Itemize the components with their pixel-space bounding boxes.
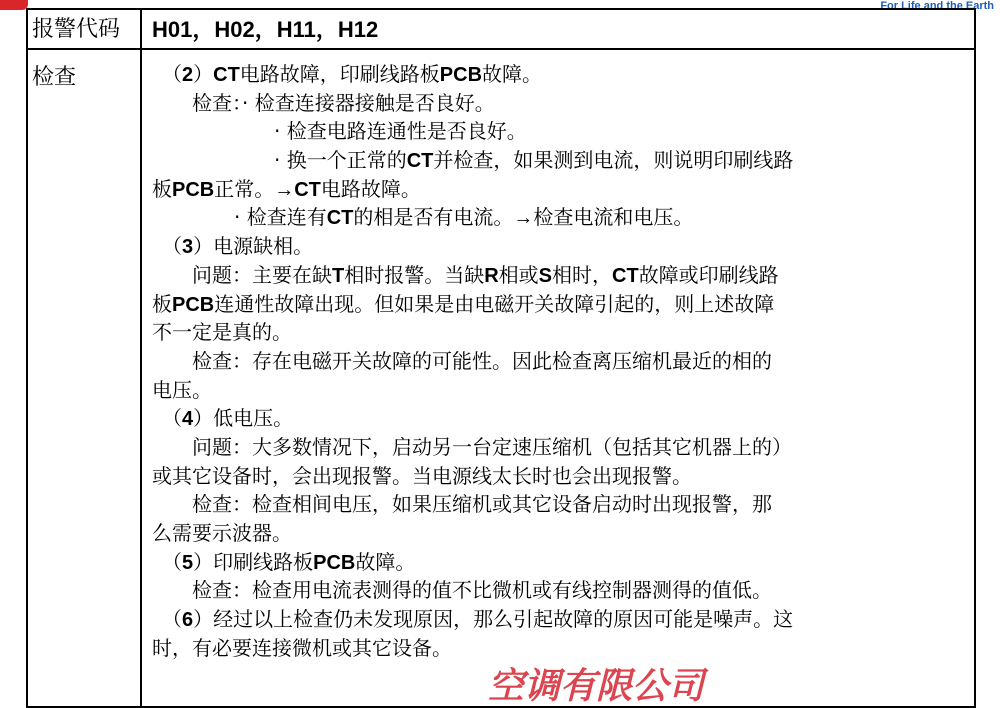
text-segment: PCB bbox=[172, 178, 215, 201]
check-label: 检查 bbox=[32, 65, 77, 90]
text-segment: 检查：检查相间电压，如果压缩机或其它设备启动时出现报警，那 bbox=[192, 492, 772, 517]
text-segment: 电压。 bbox=[152, 377, 212, 402]
text-line bbox=[152, 261, 967, 290]
text-segment: 检查：检查用电流表测得的值不比微机或有线控制器测得的值低。 bbox=[192, 578, 772, 603]
text-segment: 么需要示波器。 bbox=[152, 521, 292, 545]
text-segment: 故障。 bbox=[355, 549, 416, 574]
check-procedure-text bbox=[152, 60, 967, 662]
text-line bbox=[152, 576, 967, 605]
text-segment: 相时报警。当缺 bbox=[344, 262, 485, 287]
text-segment: （ bbox=[162, 607, 182, 632]
text-segment: 故障。 bbox=[482, 62, 543, 86]
text-line bbox=[152, 203, 967, 232]
text-segment: 板 bbox=[152, 176, 172, 201]
text-segment: →CT bbox=[274, 178, 321, 201]
text-segment: CT bbox=[612, 264, 639, 287]
text-segment: R bbox=[484, 264, 499, 287]
brand-slogan: For Life and the Earth bbox=[880, 0, 994, 12]
brand-logo bbox=[0, 0, 28, 10]
text-segment: PCB bbox=[172, 293, 215, 316]
text-line bbox=[152, 548, 967, 577]
text-segment: 连通性故障出现。但如果是由电磁开关故障引起的，则上述故障 bbox=[214, 291, 775, 316]
text-line bbox=[152, 519, 967, 548]
row-divider bbox=[28, 48, 974, 50]
text-segment: 4 bbox=[182, 408, 194, 431]
text-segment: ） bbox=[193, 62, 214, 86]
text-segment: CT bbox=[406, 150, 434, 173]
text-segment: 问题：主要在缺 bbox=[192, 262, 332, 287]
text-line bbox=[152, 89, 967, 118]
text-segment: ）低电压。 bbox=[193, 406, 294, 431]
text-line bbox=[152, 376, 967, 405]
text-line bbox=[152, 404, 967, 433]
text-segment: （ bbox=[162, 549, 182, 574]
text-segment: 时，有必要连接微机或其它设备。 bbox=[152, 635, 452, 660]
text-segment: 或其它设备时，会出现报警。当电源线太长时也会出现报警。 bbox=[152, 463, 692, 488]
text-segment: 的相是否有电流。 bbox=[353, 205, 514, 230]
text-line bbox=[152, 347, 967, 376]
text-segment: → bbox=[513, 207, 534, 230]
text-segment: CT bbox=[213, 64, 240, 86]
text-segment: 检查：· 检查连接器接触是否良好。 bbox=[192, 90, 495, 115]
column-divider bbox=[140, 10, 142, 706]
text-segment: 2 bbox=[182, 64, 194, 86]
text-line bbox=[152, 634, 967, 663]
company-watermark: 空调有限公司 bbox=[488, 665, 705, 707]
text-segment: 并检查，如果测到电流，则说明印刷线路 bbox=[433, 148, 794, 173]
text-segment: ）经过以上检查仍未发现原因，那么引起故障的原因可能是噪声。这 bbox=[193, 607, 794, 632]
text-segment: 故障或印刷线路 bbox=[638, 262, 779, 287]
text-segment: 电路故障，印刷线路板 bbox=[239, 62, 440, 86]
text-segment: ）印刷线路板 bbox=[193, 549, 314, 574]
text-line bbox=[152, 462, 967, 491]
text-line bbox=[152, 433, 967, 462]
text-segment: PCB bbox=[439, 64, 483, 86]
text-line bbox=[152, 60, 967, 89]
text-segment: 不一定是真的。 bbox=[152, 320, 292, 345]
text-line bbox=[152, 290, 967, 319]
text-segment: 相或 bbox=[498, 262, 539, 287]
text-segment: 3 bbox=[182, 236, 194, 259]
text-segment: （ bbox=[162, 234, 182, 259]
text-line bbox=[152, 146, 967, 175]
text-segment: · 换一个正常的 bbox=[274, 148, 407, 173]
text-segment: 正常。 bbox=[214, 176, 275, 201]
text-line bbox=[152, 490, 967, 519]
text-segment: PCB bbox=[313, 551, 356, 574]
text-line bbox=[152, 318, 967, 347]
text-segment: 问题：大多数情况下，启动另一台定速压缩机（包括其它机器上的） bbox=[192, 434, 792, 459]
text-segment: 检查电流和电压。 bbox=[533, 205, 694, 230]
text-segment: CT bbox=[326, 207, 354, 230]
text-line bbox=[152, 175, 967, 204]
text-segment: （ bbox=[162, 406, 182, 431]
text-segment: 6 bbox=[182, 609, 194, 632]
alarm-codes-value: H01，H02，H11，H12 bbox=[152, 17, 379, 42]
text-segment: T bbox=[332, 264, 345, 287]
text-line bbox=[152, 117, 967, 146]
text-segment: 相时， bbox=[552, 262, 613, 287]
text-segment: 电路故障。 bbox=[320, 176, 421, 201]
text-line bbox=[152, 605, 967, 634]
alarm-code-label: 报警代码 bbox=[32, 17, 121, 42]
text-segment: S bbox=[538, 264, 553, 287]
text-segment: ）电源缺相。 bbox=[193, 234, 314, 259]
text-segment: 5 bbox=[182, 551, 194, 574]
text-segment: 检查：存在电磁开关故障的可能性。因此检查离压缩机最近的相的 bbox=[192, 348, 772, 373]
text-segment: · 检查连有 bbox=[234, 205, 327, 230]
alarm-info-table bbox=[26, 8, 976, 708]
text-segment: 板 bbox=[152, 291, 172, 316]
text-segment: （ bbox=[162, 62, 182, 86]
text-line bbox=[152, 232, 967, 261]
text-segment: · 检查电路连通性是否良好。 bbox=[274, 119, 527, 144]
